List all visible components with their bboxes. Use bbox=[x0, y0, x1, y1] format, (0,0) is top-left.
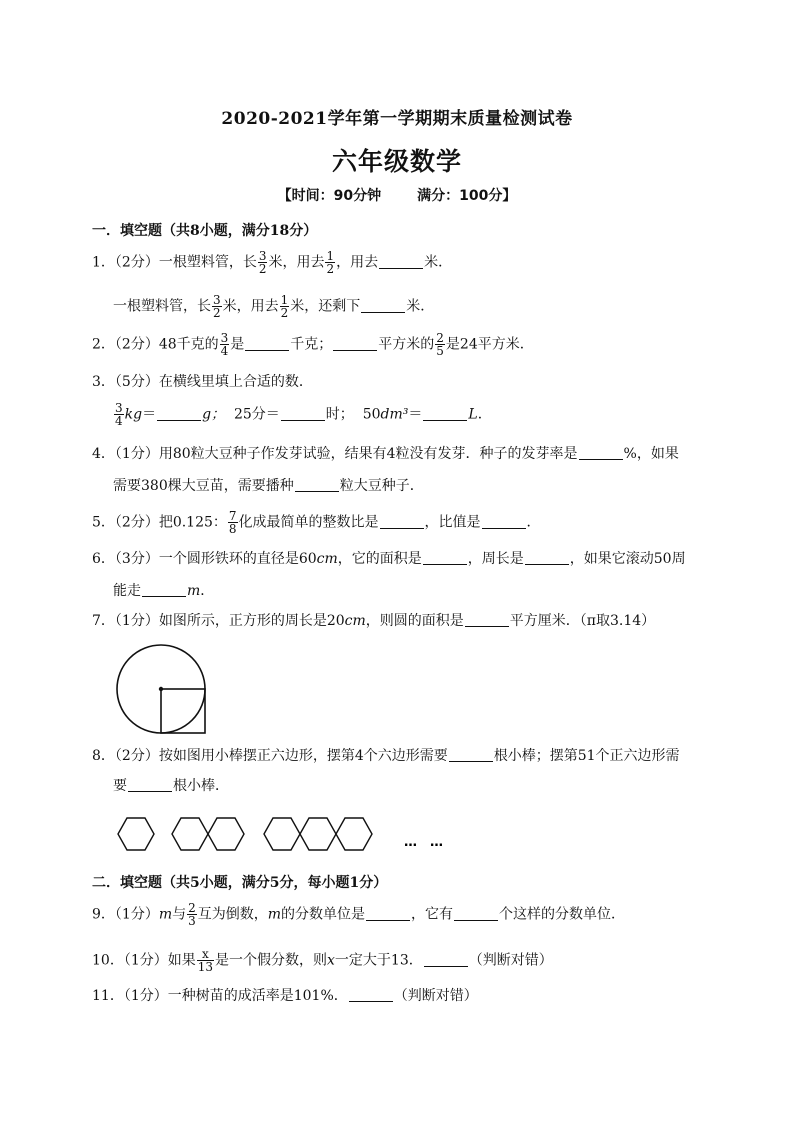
answer-blank[interactable] bbox=[424, 952, 468, 967]
question-4-line2: 需要380棵大豆苗，需要播种 粒大豆种子． bbox=[113, 478, 424, 494]
answer-blank[interactable] bbox=[349, 987, 393, 1002]
answer-blank[interactable] bbox=[361, 298, 405, 313]
fraction: $\frac{2}{3}$ bbox=[188, 901, 196, 928]
question-6: 6．（3分）一个圆形铁环的直径是60cm，它的面积是 ，周长是 ，如果它滚动50周 bbox=[92, 551, 686, 567]
question-9: 9．（1分）m与 $\frac{2}{3}$ 互为倒数，m的分数单位是 ，它有 个这样的分数单位． bbox=[92, 901, 626, 928]
fraction: $\frac{1}{2}$ bbox=[280, 293, 289, 320]
answer-blank[interactable] bbox=[128, 777, 172, 792]
fraction: $\frac{3}{2}$ bbox=[258, 249, 267, 276]
hexagon-2b bbox=[208, 818, 244, 850]
question-4: 4．（1分）用80粒大豆种子作发芽试验，结果有4粒没有发芽．种子的发芽率是 %，如果 bbox=[92, 446, 679, 462]
answer-blank[interactable] bbox=[245, 336, 289, 351]
hexagon-3c bbox=[336, 818, 372, 850]
fraction: $\frac{3}{2}$ bbox=[213, 293, 221, 320]
exam-title: 2020-2021学年第一学期期末质量检测试卷 bbox=[221, 109, 573, 129]
question-8-line2: 要 根小棒． bbox=[113, 778, 229, 794]
question-11: 11．（1分）一种树苗的成活率是101%． （判断对错） bbox=[92, 988, 478, 1004]
question-3: 3．（5分）在横线里填上合适的数． bbox=[92, 374, 313, 390]
fraction: $\frac{3}{4}$ bbox=[115, 401, 123, 428]
hexagon-1 bbox=[118, 818, 154, 850]
answer-blank[interactable] bbox=[423, 550, 467, 565]
question-2: 2．（2分）48千克的 $\frac{3}{4}$ 是 千克； 平方米的 $\frac{2}{5}$ 是24平方米． bbox=[92, 331, 534, 358]
answer-blank[interactable] bbox=[482, 514, 526, 529]
question-7: 7．（1分）如图所示，正方形的周长是20cm，则圆的面积是 平方厘米．（π取3.14） bbox=[92, 613, 656, 629]
figure-center-dot bbox=[159, 687, 163, 691]
question-10: 10．（1分）如果 $\frac{x}{13}$ 是一个假分数，则x一定大于13． （判断对错） bbox=[92, 947, 553, 974]
question-6-line2: 能走 m． bbox=[113, 583, 215, 599]
answer-blank[interactable] bbox=[454, 906, 498, 921]
subject-title: 六年级数学 bbox=[331, 147, 462, 176]
answer-blank[interactable] bbox=[379, 254, 423, 269]
section1-heading: 一．填空题（共8小题，满分18分） bbox=[92, 223, 318, 239]
circle-square-figure bbox=[112, 640, 212, 740]
fraction: $\frac{x}{13}$ bbox=[197, 947, 214, 974]
hexagon-2a bbox=[172, 818, 208, 850]
ellipsis-text: … … bbox=[404, 835, 444, 850]
question-5: 5．（2分）把0.125： $\frac{7}{8}$ 化成最简单的整数比是 ，比值是 ． bbox=[92, 509, 541, 536]
answer-blank[interactable] bbox=[295, 477, 339, 492]
section2-heading: 二．填空题（共5小题，满分5分，每小题1分） bbox=[92, 875, 388, 891]
hexagon-3b bbox=[300, 818, 336, 850]
answer-blank[interactable] bbox=[281, 406, 325, 421]
answer-blank[interactable] bbox=[157, 406, 201, 421]
fraction: $\frac{7}{8}$ bbox=[228, 509, 237, 536]
score-info: 满分：100分】 bbox=[417, 188, 517, 204]
answer-blank[interactable] bbox=[142, 582, 186, 597]
answer-blank[interactable] bbox=[465, 612, 509, 627]
hexagon-pattern-figure bbox=[112, 812, 462, 858]
answer-blank[interactable] bbox=[423, 406, 467, 421]
question-1: 1．（2分）一根塑料管，长 $\frac{3}{2}$ 米，用去 $\frac{1}{2}$ ，用去 米． bbox=[92, 249, 453, 276]
fraction: $\frac{2}{5}$ bbox=[436, 331, 444, 358]
question-1-line2: 一根塑料管，长 $\frac{3}{2}$ 米，用去 $\frac{1}{2}$ 米，还剩下 米． bbox=[113, 293, 435, 320]
fraction: $\frac{3}{4}$ bbox=[220, 331, 229, 358]
answer-blank[interactable] bbox=[333, 336, 377, 351]
hexagon-3a bbox=[264, 818, 300, 850]
answer-blank[interactable] bbox=[525, 550, 569, 565]
answer-blank[interactable] bbox=[449, 747, 493, 762]
question-8: 8．（2分）按如图用小棒摆正六边形，摆第4个六边形需要 根小棒；摆第51个正六边形需 bbox=[92, 748, 680, 764]
answer-blank[interactable] bbox=[366, 906, 410, 921]
fraction: $\frac{1}{2}$ bbox=[326, 249, 335, 276]
answer-blank[interactable] bbox=[380, 514, 424, 529]
exam-meta bbox=[0, 185, 794, 205]
answer-blank[interactable] bbox=[579, 445, 623, 460]
time-info: 【时间：90分钟 bbox=[277, 188, 382, 204]
question-3-line2: $\frac{3}{4}$ kg＝ g； 25分＝ 时； 50dm³＝ L． bbox=[115, 401, 492, 428]
